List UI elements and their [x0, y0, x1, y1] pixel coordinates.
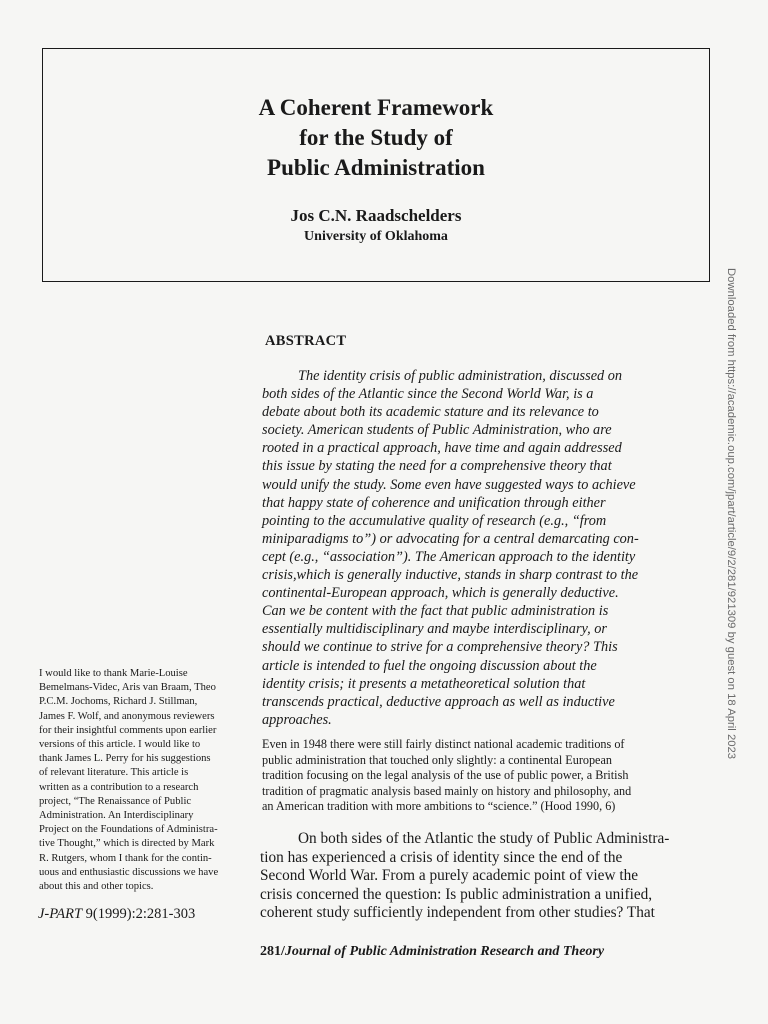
abstract-heading: ABSTRACT — [265, 333, 347, 349]
author-affiliation: University of Oklahoma — [304, 229, 448, 244]
body-paragraph — [260, 830, 712, 923]
abstract-line: this issue by stating the need for a comprehensive theory that — [262, 458, 612, 475]
footnote-line: Project on the Foundations of Administra- — [39, 824, 218, 836]
abstract-line: continental-European approach, which is generally deductive. — [262, 585, 619, 602]
footnote-line: written as a contribution to a research — [39, 781, 199, 793]
footnote-line: about this and other topics. — [39, 881, 154, 893]
abstract-line: crisis,which is generally inductive, stands in sharp contrast to the — [262, 567, 639, 584]
abstract-line: transcends practical, deductive approach as well as inductive — [262, 693, 615, 710]
abstract-line: identity crisis; it presents a metatheoretical solution that — [262, 675, 586, 692]
page-number: 281/ — [260, 944, 285, 959]
quote-line: an American tradition with more ambitions to “science.” (Hood 1990, 6) — [262, 799, 616, 814]
footer-journal-name: Journal of Public Administration Research and Theory — [284, 944, 605, 959]
abstract-line: miniparadigms to”) or advocating for a central demarcating con- — [262, 530, 639, 547]
title-box — [42, 48, 710, 282]
footnote-line: of relevant literature. This article is — [39, 767, 189, 779]
footnote-line: R. Rutgers, whom I thank for the contin- — [39, 852, 212, 864]
download-watermark: Downloaded from https://academic.oup.com/jpart/article/9/2/281/921309 by guest on 18 April 2023 — [725, 268, 737, 760]
title-line: A Coherent Framework — [258, 95, 494, 120]
body-line: coherent study sufficiently independent from other studies? That — [260, 904, 655, 922]
footnote-line: uous and enthusiastic discussions we have — [39, 866, 219, 878]
abstract-body — [262, 367, 710, 729]
body-line: On both sides of the Atlantic the study of Public Administra- — [298, 830, 670, 847]
footnote-line: project, “The Renaissance of Public — [39, 795, 192, 807]
footnote-line: I would like to thank Marie-Louise — [39, 668, 188, 679]
journal-citation — [38, 906, 195, 923]
abstract-line: debate about both its academic stature and its relevance to — [262, 404, 599, 421]
abstract-line: essentially multidisciplinary and maybe interdisciplinary, or — [262, 621, 607, 638]
epigraph-quote — [262, 737, 714, 815]
body-line: crisis concerned the question: Is public administration a unified, — [260, 885, 653, 903]
body-line: tion has experienced a crisis of identity since the end of the — [260, 848, 623, 866]
abstract-line: approaches. — [262, 711, 332, 728]
abstract-line: cept (e.g., “association”). The American approach to the identity — [262, 548, 636, 565]
footnote-line: James F. Wolf, and anonymous reviewers — [39, 710, 215, 722]
abstract-line: that happy state of coherence and unification through either — [262, 494, 606, 511]
abstract-line: article is intended to fuel the ongoing discussion about the — [262, 657, 597, 674]
author-name: Jos C.N. Raadschelders — [290, 206, 462, 225]
abstract-line: both sides of the Atlantic since the Second World War, is a — [262, 386, 594, 403]
abstract-line: should we continue to strive for a comprehensive theory? This — [262, 639, 618, 656]
footnote-line: versions of this article. I would like to — [39, 739, 201, 751]
footnote-line: P.C.M. Jochoms, Richard J. Stillman, — [39, 696, 198, 708]
footnote-line: for their insightful comments upon earlier — [39, 724, 217, 736]
footnote-line: Bemelmans-Videc, Aris van Braam, Theo — [39, 682, 216, 694]
acknowledgement-footnote — [39, 667, 254, 894]
abstract-line: society. American students of Public Administration, who are — [262, 422, 612, 439]
abstract-line: pointing to the accumulative quality of research (e.g., “from — [262, 512, 607, 529]
title-line: for the Study of — [299, 125, 453, 150]
title-line: Public Administration — [267, 155, 485, 180]
footnote-line: Administration. An Interdisciplinary — [39, 810, 194, 822]
footnote-line: thank James L. Perry for his suggestions — [39, 753, 211, 765]
page-footer — [260, 944, 604, 960]
abstract-line: rooted in a practical approach, have time and again addressed — [262, 440, 622, 457]
quote-line: public administration that touched only slightly: a continental European — [262, 752, 612, 767]
quote-line: tradition focusing on the legal analysis of the use of public power, a British — [262, 768, 629, 783]
abstract-line: The identity crisis of public administration, discussed on — [298, 368, 623, 384]
abstract-line: Can we be content with the fact that public administration is — [262, 603, 609, 620]
body-line: Second World War. From a purely academic point of view the — [260, 867, 639, 885]
quote-line: Even in 1948 there were still fairly distinct national academic traditions of — [262, 737, 625, 751]
article-title — [43, 93, 709, 183]
abstract-line: would unify the study. Some even have suggested ways to achieve — [262, 476, 636, 493]
quote-line: tradition of pragmatic analysis based mainly on history and philosophy, and — [262, 783, 632, 798]
footnote-line: tive Thought,” which is directed by Mark — [39, 838, 215, 850]
citation-journal: J-PART — [38, 906, 83, 922]
citation-reference: 9(1999):2:281-303 — [82, 906, 196, 922]
